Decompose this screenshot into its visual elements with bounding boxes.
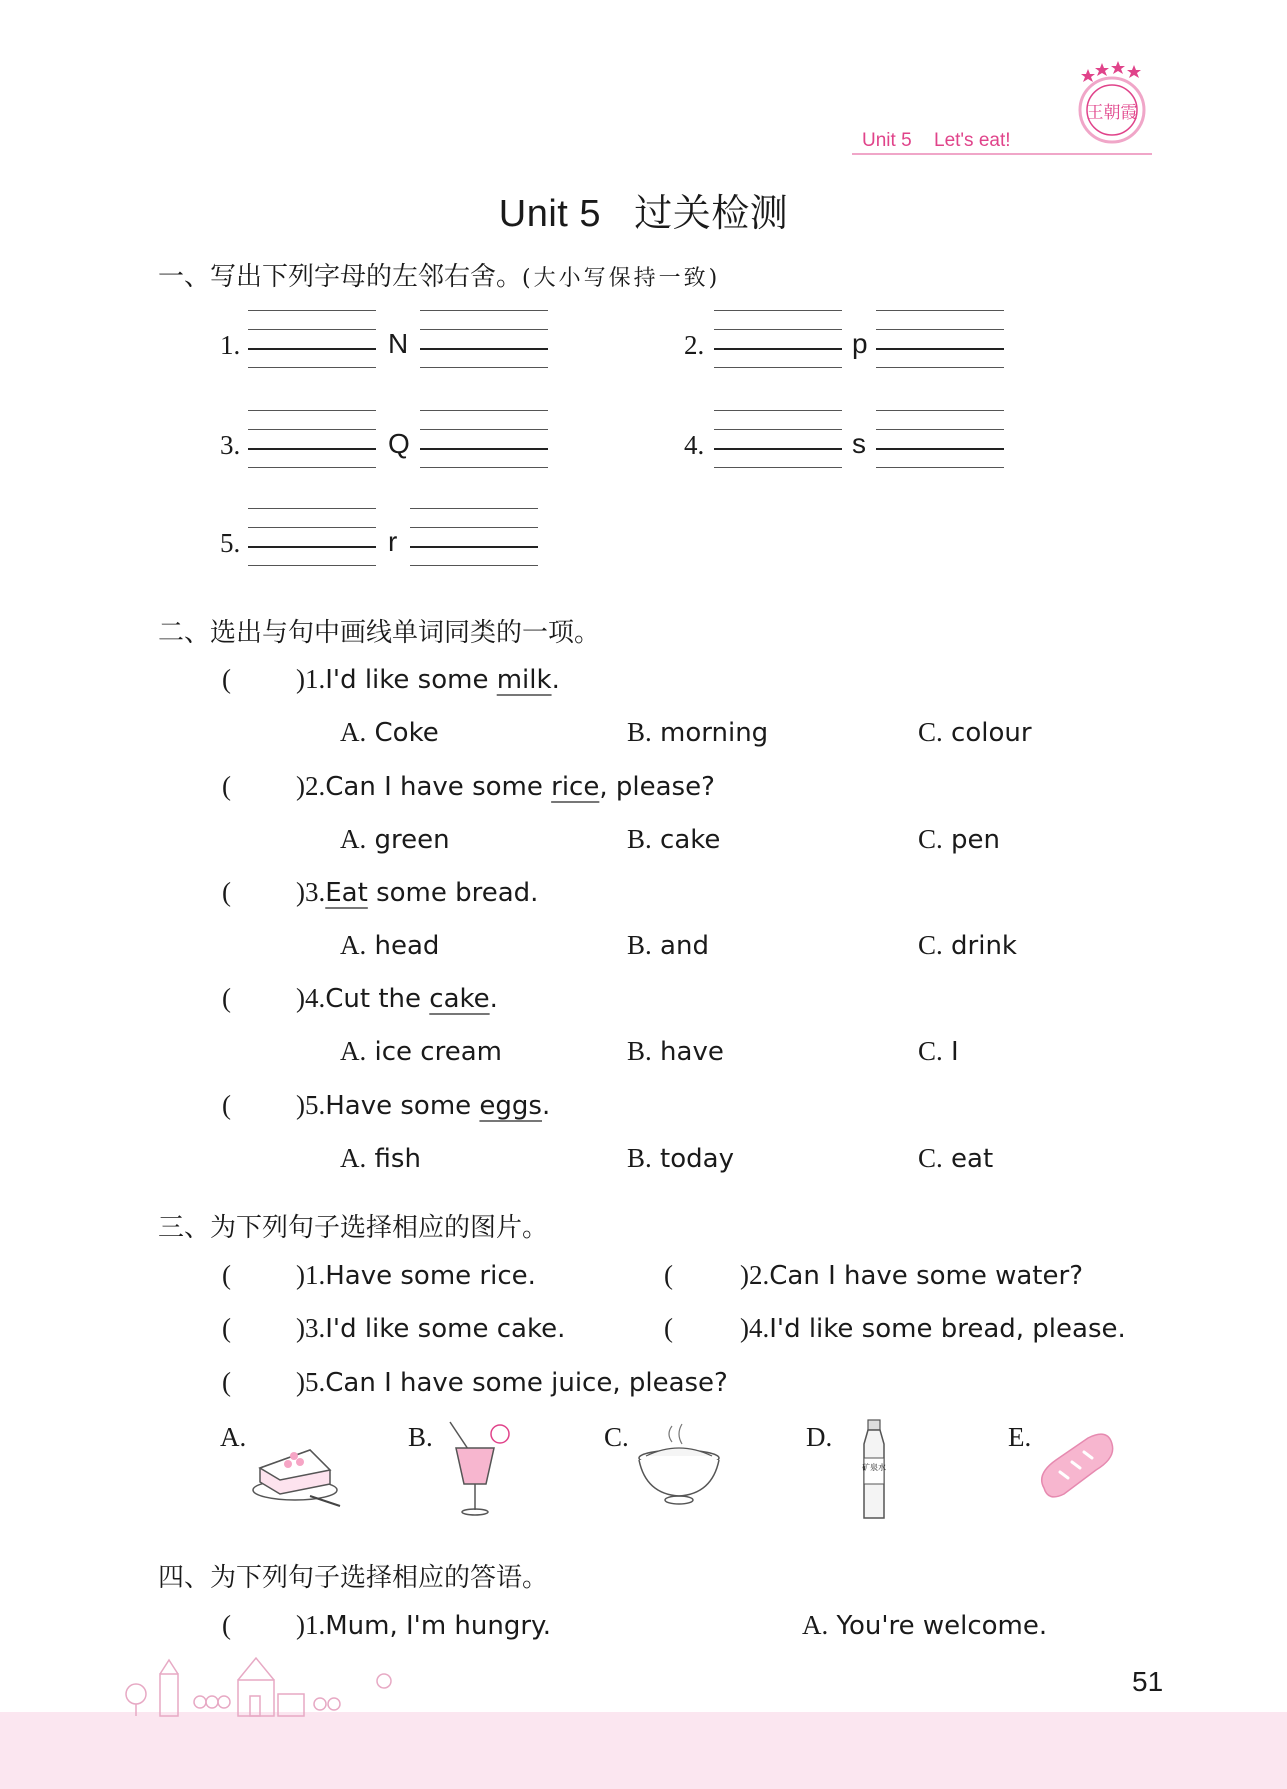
option-c	[918, 1143, 993, 1174]
question-num: )5.	[296, 1090, 326, 1120]
option-letter: C.	[918, 717, 943, 747]
section3-heading: 三、为下列句子选择相应的图片。	[158, 1213, 549, 1243]
sentence-text: I'd like some bread, please.	[769, 1314, 1126, 1344]
option-text: cake	[660, 825, 721, 855]
option-letter: C.	[918, 824, 943, 854]
rice-bowl-icon	[632, 1420, 727, 1510]
four-line-blank	[876, 410, 1004, 460]
option-text: I	[951, 1037, 959, 1067]
picture-sentence	[740, 1313, 1126, 1344]
option-b	[627, 824, 720, 855]
option-text: morning	[660, 718, 769, 748]
given-letter: Q	[388, 428, 410, 459]
option-letter: A.	[802, 1610, 829, 1640]
sentence-text: .	[489, 984, 498, 1014]
four-line-blank	[876, 310, 1004, 360]
sentence-text: some bread.	[367, 878, 539, 908]
question-num: )1.	[296, 664, 326, 694]
option-a	[340, 1143, 421, 1174]
option-text: You're welcome.	[836, 1611, 1048, 1641]
section2-heading: 二、选出与句中画线单词同类的一项。	[158, 618, 601, 648]
picture-sentence	[296, 1313, 565, 1344]
option-text: drink	[951, 931, 1017, 961]
option-letter: B.	[627, 1143, 652, 1173]
sentence-text: .	[541, 1091, 551, 1121]
sentence-text: Cut the	[325, 984, 430, 1014]
four-line-blank	[248, 410, 376, 460]
picture-label: A.	[220, 1422, 247, 1452]
question-num: )2.	[740, 1260, 770, 1290]
answer-paren: (	[222, 1260, 231, 1290]
option-a	[340, 717, 439, 748]
option-a	[340, 930, 439, 961]
given-letter: N	[388, 328, 409, 359]
answer-paren: (	[222, 1610, 231, 1640]
sentence-text: Mum, I'm hungry.	[325, 1611, 551, 1641]
response-option	[802, 1610, 1047, 1641]
section1-heading	[158, 256, 720, 293]
option-c	[918, 717, 1032, 748]
question-sentence	[296, 1090, 550, 1121]
answer-paren: (	[222, 983, 231, 1013]
logo-text: 王朝霞	[1086, 103, 1138, 123]
underlined-word: milk	[496, 665, 552, 695]
sentence-text: .	[551, 665, 560, 695]
underlined-word: Eat	[325, 878, 368, 908]
question-sentence	[296, 877, 538, 908]
option-a	[340, 824, 450, 855]
letter-item-num: 1.	[220, 330, 241, 360]
answer-paren: (	[222, 1367, 231, 1397]
option-a	[340, 1036, 502, 1067]
small-flower-icon	[372, 1670, 396, 1692]
option-text: have	[660, 1037, 724, 1067]
picture-label: D.	[806, 1422, 833, 1452]
sentence-text: Can I have some	[325, 772, 552, 802]
castle-decoration-icon	[120, 1650, 400, 1720]
option-letter: B.	[627, 930, 652, 960]
juice-glass-icon	[444, 1418, 514, 1518]
option-letter: C.	[918, 1143, 943, 1173]
picture-label: E.	[1008, 1422, 1032, 1452]
underlined-word: rice	[551, 772, 600, 802]
letter-item-num: 4.	[684, 430, 705, 460]
answer-paren: (	[664, 1260, 673, 1290]
page-title: Unit 5 过关检测	[498, 193, 789, 235]
sentence-text: Can I have some juice, please?	[325, 1368, 728, 1398]
question-sentence	[296, 664, 560, 695]
option-letter: A.	[340, 1036, 367, 1066]
given-letter: p	[852, 328, 868, 359]
question-num: )1.	[296, 1610, 326, 1640]
option-text: Coke	[374, 718, 439, 748]
option-text: green	[374, 825, 450, 855]
letter-item-num: 3.	[220, 430, 241, 460]
option-letter: C.	[918, 1036, 943, 1066]
option-letter: B.	[627, 824, 652, 854]
option-text: eat	[951, 1144, 994, 1174]
answer-paren: (	[222, 664, 231, 694]
section1-heading-text: 一、写出下列字母的左邻右舍。	[158, 262, 523, 292]
picture-label: B.	[408, 1422, 433, 1452]
option-text: head	[374, 931, 440, 961]
sentence-text: Have some	[325, 1091, 480, 1121]
page-number: 51	[1132, 1666, 1164, 1697]
option-letter: C.	[918, 930, 943, 960]
question-num: )4.	[740, 1313, 770, 1343]
option-c	[918, 824, 1000, 855]
option-text: today	[660, 1144, 734, 1174]
underlined-word: eggs	[479, 1091, 542, 1121]
section1-note: (大小写保持一致)	[522, 266, 721, 291]
header-unit: Unit 5	[862, 130, 912, 151]
four-line-blank	[714, 310, 842, 360]
sentence-text: I'd like some cake.	[325, 1314, 566, 1344]
header-lesson: Let's eat!	[934, 130, 1011, 151]
letter-item-num: 2.	[684, 330, 705, 360]
option-letter: B.	[627, 717, 652, 747]
answer-paren: (	[222, 1313, 231, 1343]
four-line-blank	[410, 508, 538, 558]
response-sentence	[296, 1610, 551, 1641]
sentence-text: Have some rice.	[325, 1261, 536, 1291]
picture-sentence	[296, 1367, 728, 1398]
footer-band	[0, 1712, 1287, 1789]
option-letter: A.	[340, 717, 367, 747]
option-letter: A.	[340, 1143, 367, 1173]
picture-sentence	[296, 1260, 536, 1291]
option-c	[918, 930, 1017, 961]
four-line-blank	[420, 310, 548, 360]
cake-icon	[250, 1428, 345, 1508]
question-sentence	[296, 771, 715, 802]
given-letter: s	[852, 428, 866, 459]
answer-paren: (	[222, 1090, 231, 1120]
option-b	[627, 1036, 724, 1067]
option-text: ice cream	[374, 1037, 502, 1067]
answer-paren: (	[222, 771, 231, 801]
header-logo	[1072, 60, 1152, 150]
question-num: )3.	[296, 1313, 326, 1343]
bottle-label-text: 矿泉水	[862, 1463, 886, 1472]
question-num: )1.	[296, 1260, 326, 1290]
four-line-blank	[248, 310, 376, 360]
picture-label: C.	[604, 1422, 629, 1452]
option-text: colour	[951, 718, 1032, 748]
four-line-blank	[714, 410, 842, 460]
option-letter: A.	[340, 824, 367, 854]
option-text: and	[660, 931, 709, 961]
option-c	[918, 1036, 959, 1067]
option-letter: B.	[627, 1036, 652, 1066]
sentence-text: Can I have some water?	[769, 1261, 1083, 1291]
answer-paren: (	[664, 1313, 673, 1343]
header-rule	[852, 153, 1152, 155]
bread-icon	[1036, 1428, 1116, 1508]
option-b	[627, 930, 709, 961]
option-text: fish	[374, 1144, 421, 1174]
question-sentence	[296, 983, 498, 1014]
underlined-word: cake	[429, 984, 490, 1014]
sentence-text: , please?	[599, 772, 715, 802]
question-num: )5.	[296, 1367, 326, 1397]
option-b	[627, 1143, 734, 1174]
given-letter: r	[388, 526, 398, 557]
section4-heading: 四、为下列句子选择相应的答语。	[158, 1563, 549, 1593]
question-num: )3.	[296, 877, 326, 907]
answer-paren: (	[222, 877, 231, 907]
four-line-blank	[248, 508, 376, 558]
picture-sentence	[740, 1260, 1083, 1291]
option-letter: A.	[340, 930, 367, 960]
option-text: pen	[951, 825, 1001, 855]
four-line-blank	[420, 410, 548, 460]
question-num: )4.	[296, 983, 326, 1013]
letter-item-num: 5.	[220, 528, 241, 558]
question-num: )2.	[296, 771, 326, 801]
sentence-text: I'd like some	[325, 665, 497, 695]
option-b	[627, 717, 768, 748]
